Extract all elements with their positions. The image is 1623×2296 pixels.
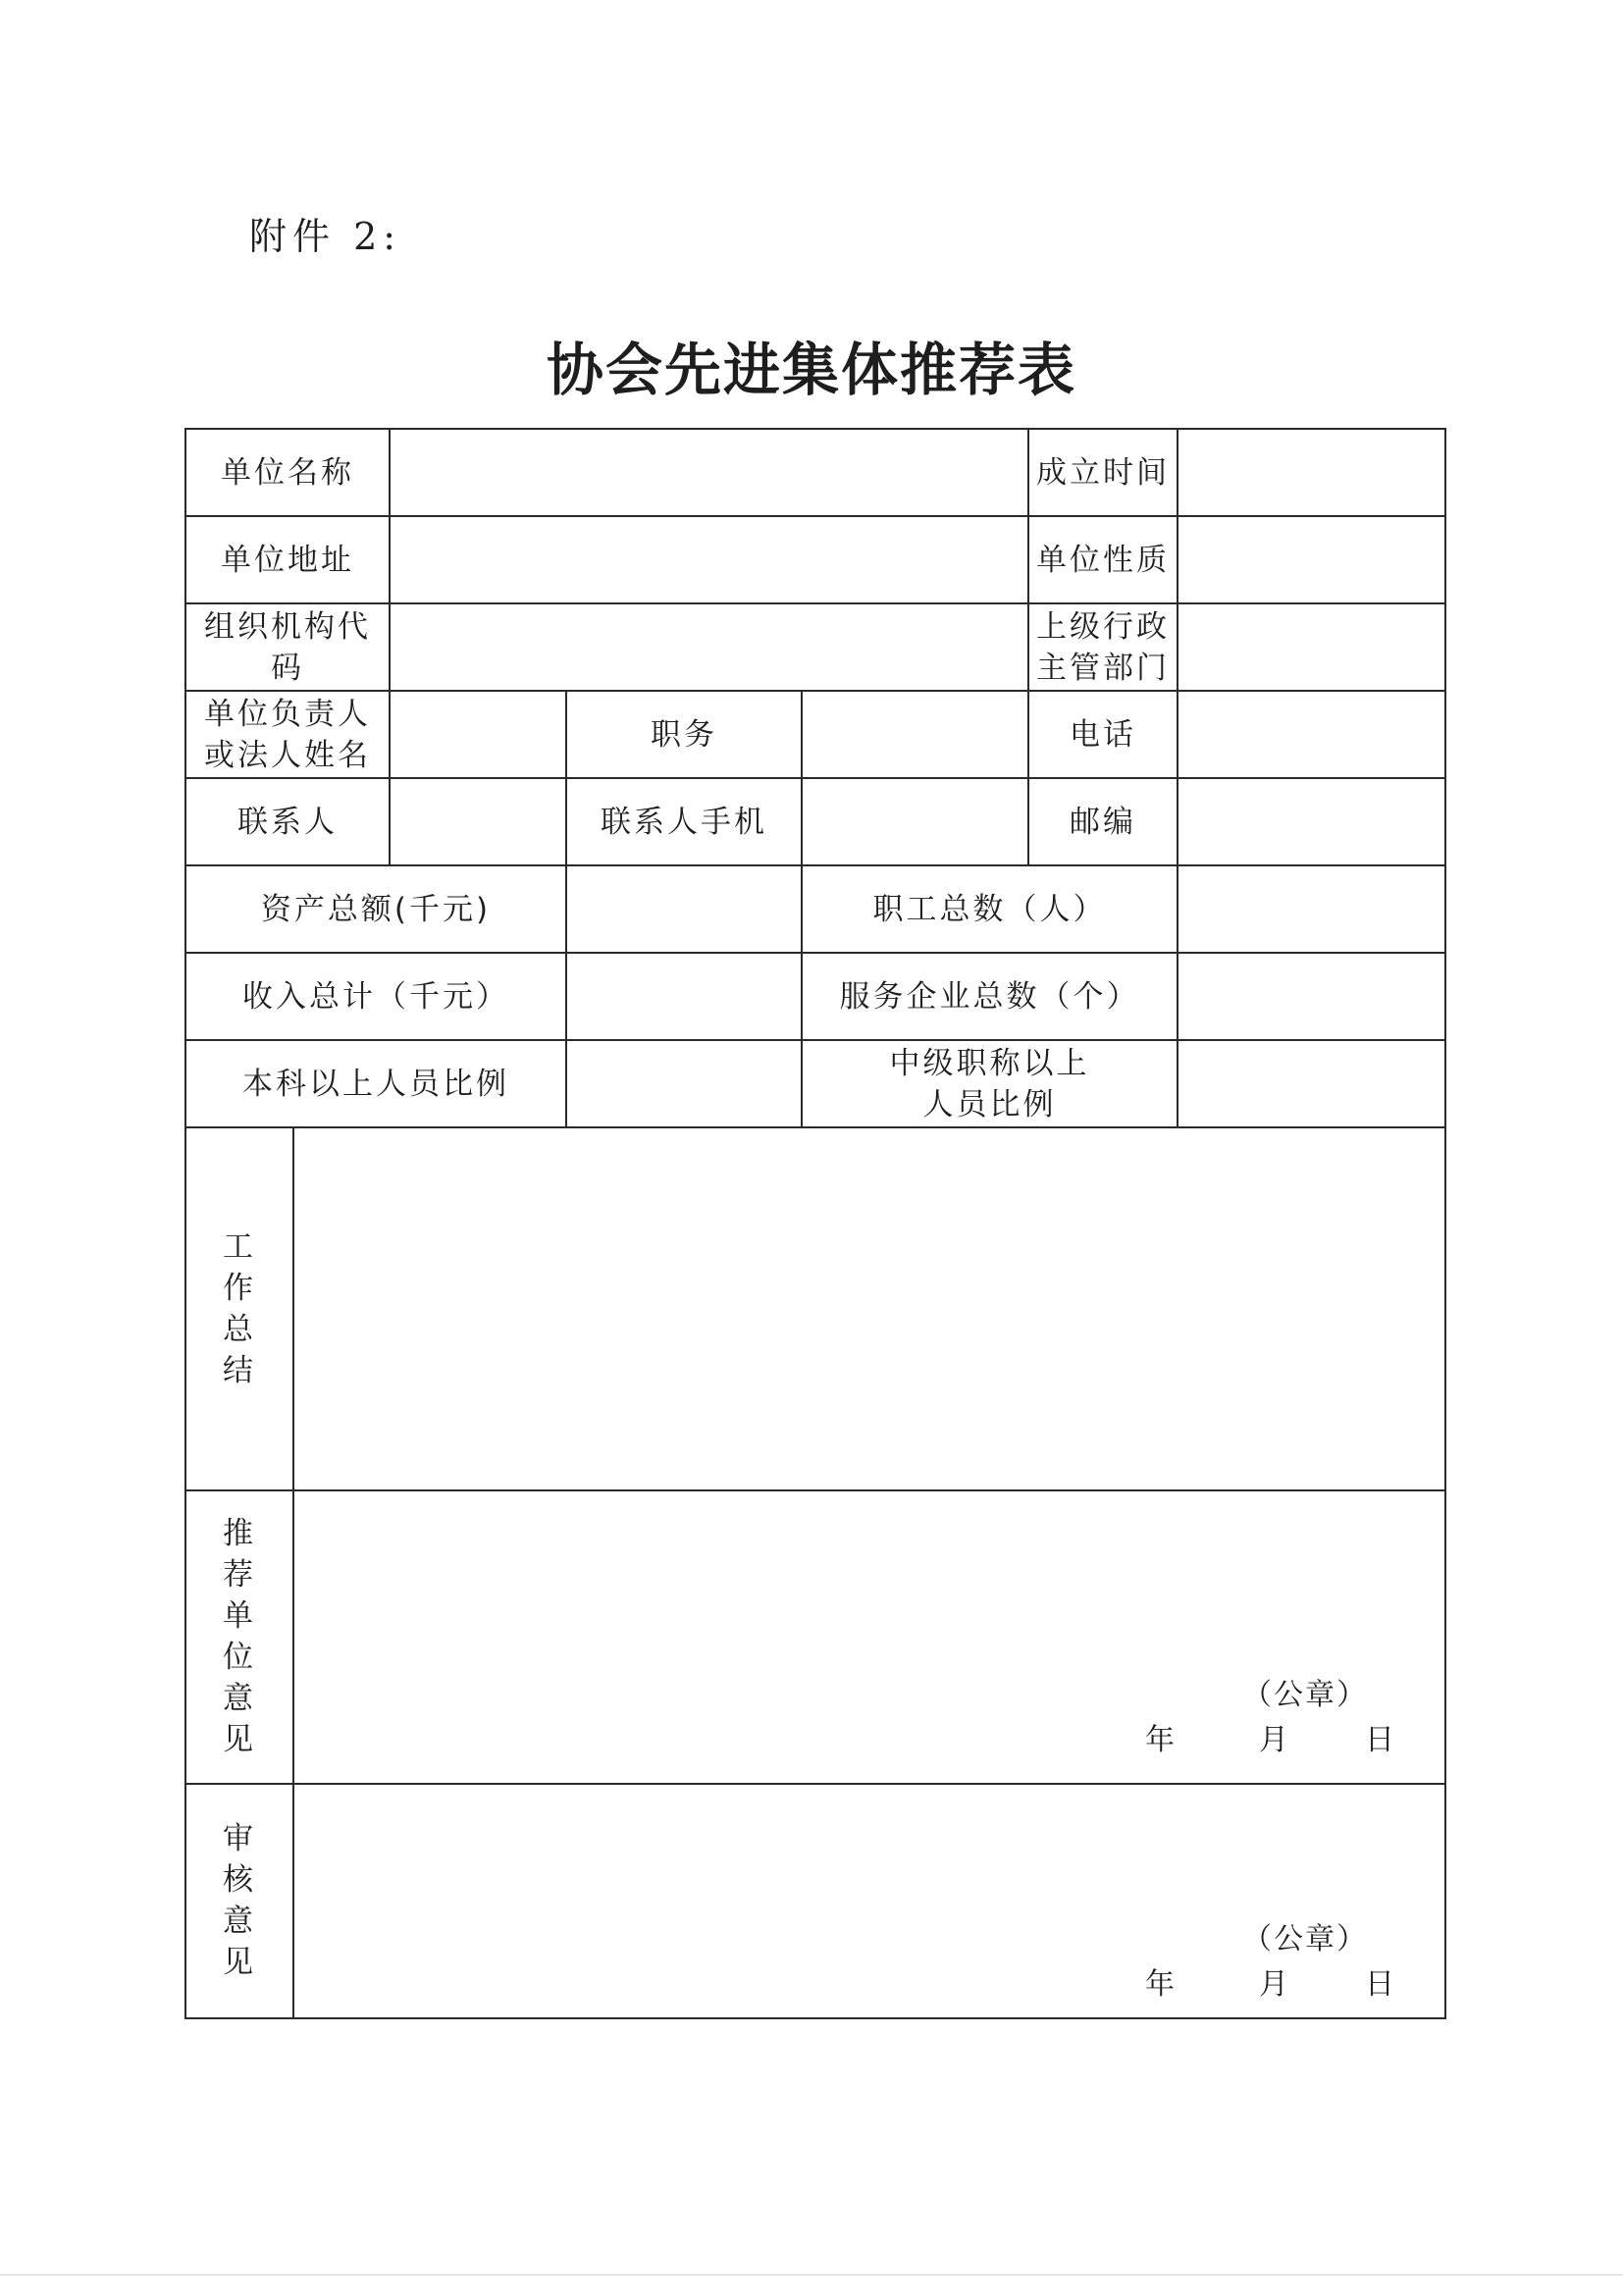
recommend-opinion-char: 位 bbox=[223, 1640, 256, 1676]
recommend-date-month: 月 bbox=[1259, 1722, 1292, 1757]
unit-address-label: 单位地址 bbox=[185, 516, 390, 603]
recommend-date-day: 日 bbox=[1365, 1722, 1398, 1757]
review-date-year: 年 bbox=[1145, 1967, 1178, 2002]
founded-time-label: 成立时间 bbox=[1028, 429, 1178, 516]
contact-mobile-label: 联系人手机 bbox=[566, 778, 802, 865]
recommend-opinion-char: 荐 bbox=[223, 1557, 256, 1593]
superior-dept-label-line2: 主管部门 bbox=[1036, 650, 1171, 686]
recommend-opinion-char: 意 bbox=[223, 1681, 256, 1717]
review-opinion-label bbox=[185, 1784, 293, 2018]
leader-name-label bbox=[185, 691, 390, 778]
position-field[interactable] bbox=[802, 691, 1028, 778]
row-ratios bbox=[185, 1040, 1445, 1127]
postcode-label: 邮编 bbox=[1028, 778, 1178, 865]
work-summary-label bbox=[185, 1127, 293, 1489]
row-org-code bbox=[185, 603, 1445, 691]
total-income-label: 收入总计（千元） bbox=[185, 953, 566, 1040]
leader-name-label-line1: 单位负责人 bbox=[204, 696, 371, 732]
served-enterprises-field[interactable] bbox=[1178, 953, 1445, 1040]
work-summary-field[interactable] bbox=[293, 1127, 1445, 1489]
employee-count-field[interactable] bbox=[1178, 865, 1445, 953]
bachelor-ratio-field[interactable] bbox=[566, 1040, 802, 1127]
row-recommend-opinion bbox=[185, 1490, 1445, 1784]
total-assets-label: 资产总额(千元) bbox=[185, 865, 566, 953]
work-summary-char: 总 bbox=[223, 1311, 256, 1347]
recommend-opinion-label bbox=[185, 1490, 293, 1784]
row-income bbox=[185, 953, 1445, 1040]
page-bottom-rule bbox=[0, 2274, 1623, 2275]
leader-name-label-line2: 或法人姓名 bbox=[204, 737, 371, 773]
review-opinion-char: 见 bbox=[223, 1945, 256, 1981]
org-code-label-line2: 码 bbox=[271, 650, 304, 686]
review-opinion-char: 意 bbox=[223, 1904, 256, 1940]
recommend-opinion-char: 单 bbox=[223, 1598, 256, 1635]
superior-dept-field[interactable] bbox=[1178, 603, 1445, 691]
row-unit-address bbox=[185, 516, 1445, 603]
recommend-opinion-field[interactable] bbox=[293, 1490, 1445, 1784]
unit-name-label: 单位名称 bbox=[185, 429, 390, 516]
unit-nature-field[interactable] bbox=[1178, 516, 1445, 603]
row-assets bbox=[185, 865, 1445, 953]
founded-time-field[interactable] bbox=[1178, 429, 1445, 516]
intermediate-title-ratio-line2: 人员比例 bbox=[922, 1086, 1057, 1122]
org-code-label-line1: 组织机构代 bbox=[204, 608, 371, 645]
leader-name-field[interactable] bbox=[390, 691, 566, 778]
org-code-field[interactable] bbox=[390, 603, 1028, 691]
total-assets-field[interactable] bbox=[566, 865, 802, 953]
recommend-seal-label: （公章） bbox=[1242, 1677, 1369, 1712]
recommend-date-year: 年 bbox=[1145, 1722, 1178, 1757]
recommend-opinion-char: 推 bbox=[223, 1516, 256, 1552]
bachelor-ratio-label: 本科以上人员比例 bbox=[185, 1040, 566, 1127]
total-income-field[interactable] bbox=[566, 953, 802, 1040]
work-summary-char: 作 bbox=[223, 1270, 256, 1306]
served-enterprises-label: 服务企业总数（个） bbox=[802, 953, 1178, 1040]
intermediate-title-ratio-field[interactable] bbox=[1178, 1040, 1445, 1127]
review-opinion-field[interactable] bbox=[293, 1784, 1445, 2018]
review-date-day: 日 bbox=[1365, 1967, 1398, 2002]
contact-label: 联系人 bbox=[185, 778, 390, 865]
page-title: 协会先进集体推荐表 bbox=[546, 337, 1076, 403]
position-label: 职务 bbox=[566, 691, 802, 778]
review-opinion-char: 审 bbox=[223, 1821, 256, 1857]
intermediate-title-ratio-line1: 中级职称以上 bbox=[889, 1045, 1090, 1081]
employee-count-label: 职工总数（人） bbox=[802, 865, 1178, 953]
row-contact bbox=[185, 778, 1445, 865]
superior-dept-label-line1: 上级行政 bbox=[1036, 608, 1171, 645]
row-work-summary bbox=[185, 1127, 1445, 1489]
recommend-opinion-char: 见 bbox=[223, 1722, 256, 1758]
work-summary-char: 结 bbox=[223, 1352, 256, 1388]
attachment-label: 附件 2: bbox=[249, 215, 402, 258]
row-leader bbox=[185, 691, 1445, 778]
org-code-label bbox=[185, 603, 390, 691]
review-opinion-char: 核 bbox=[223, 1862, 256, 1899]
postcode-field[interactable] bbox=[1178, 778, 1445, 865]
unit-nature-label: 单位性质 bbox=[1028, 516, 1178, 603]
work-summary-char: 工 bbox=[223, 1228, 256, 1265]
unit-address-field[interactable] bbox=[390, 516, 1028, 603]
unit-name-field[interactable] bbox=[390, 429, 1028, 516]
intermediate-title-ratio-label bbox=[802, 1040, 1178, 1127]
recommendation-form bbox=[184, 428, 1446, 2019]
superior-dept-label bbox=[1028, 603, 1178, 691]
contact-field[interactable] bbox=[390, 778, 566, 865]
review-date-month: 月 bbox=[1259, 1967, 1292, 2002]
phone-label: 电话 bbox=[1028, 691, 1178, 778]
row-review-opinion bbox=[185, 1784, 1445, 2018]
review-seal-label: （公章） bbox=[1242, 1922, 1369, 1957]
phone-field[interactable] bbox=[1178, 691, 1445, 778]
contact-mobile-field[interactable] bbox=[802, 778, 1028, 865]
row-unit-name bbox=[185, 429, 1445, 516]
